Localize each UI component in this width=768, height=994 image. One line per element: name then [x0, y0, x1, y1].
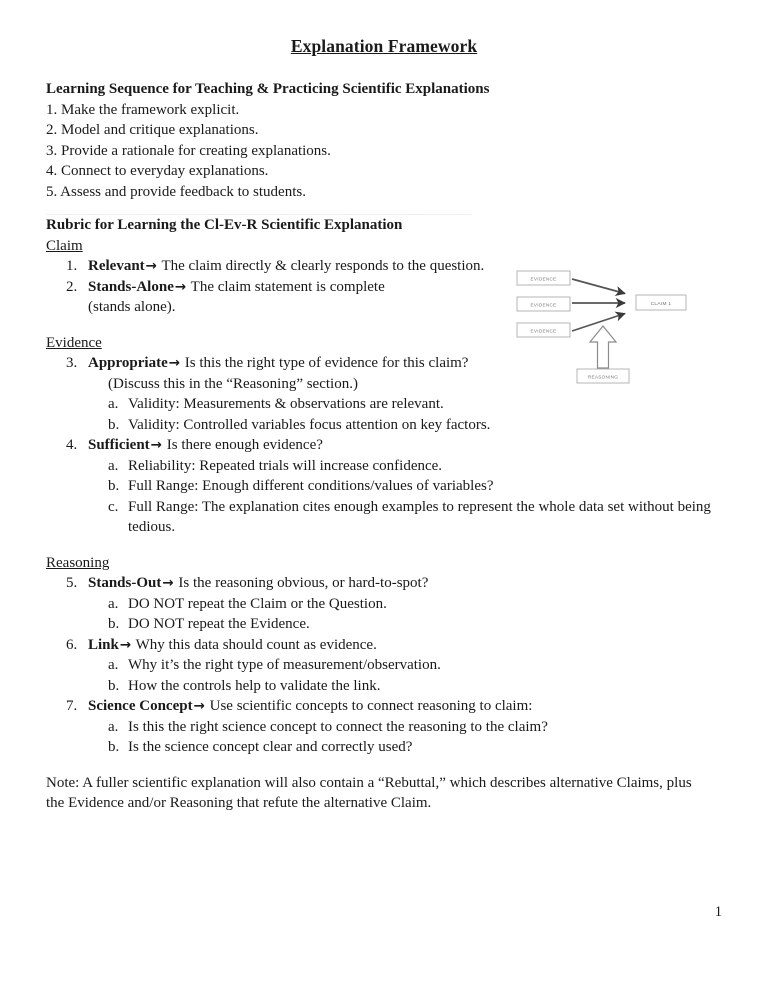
evidence-box-2	[517, 297, 570, 311]
right-arrow-icon: →	[168, 355, 181, 371]
right-arrow-icon: →	[193, 698, 205, 714]
rubric-item-6a-marker: a.	[108, 657, 119, 673]
cl-ev-r-diagram	[514, 264, 714, 392]
rubric-item-7-term: Science Concept	[88, 698, 193, 714]
reasoning-box-label: REASONING	[587, 374, 619, 380]
rubric-item-5a-marker: a.	[108, 595, 119, 612]
evidence-box-2-label: EVIDENCE	[530, 302, 557, 308]
learning-sequence-item-1: 1. Make the framework explicit.	[46, 101, 240, 118]
rubric-item-4b-marker: b.	[108, 478, 120, 494]
rubric-item-3b-marker: b.	[108, 416, 120, 433]
rubric-item-7-marker: 7.	[66, 698, 78, 714]
rubric-item-3b	[46, 415, 722, 436]
right-arrow-icon: →	[119, 636, 132, 653]
rubric-group-reasoning-heading	[46, 553, 722, 574]
rubric-item-6a	[46, 655, 722, 676]
rubric-item-7b-marker: b.	[108, 739, 120, 755]
evidence-box-1-label: EVIDENCE	[530, 276, 557, 282]
claim-box	[636, 295, 686, 310]
evidence-box-3	[517, 323, 570, 337]
rubric-heading: Rubric for Learning the Cl-Ev-R Scientific Explanation	[46, 217, 403, 233]
rubric-item-7	[46, 696, 722, 717]
evidence-3-arrow	[572, 314, 625, 332]
rubric-item-2-term: Stands-Alone	[88, 278, 174, 295]
rubric-item-7a-marker: a.	[108, 718, 119, 735]
rubric-item-7a-text: Is this the right science concept to connect the reasoning to the claim?	[128, 718, 548, 735]
rubric-item-3a	[46, 394, 722, 415]
rubric-item-4-term: Sufficient	[88, 437, 150, 453]
rubric-item-4c	[46, 497, 722, 538]
rubric-item-3-note: (Discuss this in the “Reasoning” section.)	[108, 375, 358, 392]
rubric-item-6-marker: 6.	[66, 636, 78, 653]
rubric-item-2-text: The claim statement is complete (stands alone).	[88, 278, 385, 315]
rubric-item-4-text: Is there enough evidence?	[162, 437, 323, 453]
rubric-item-3-term: Appropriate	[88, 355, 168, 371]
rubric-item-6a-text: Why it’s the right type of measurement/observation.	[128, 657, 441, 673]
rubric-item-1-term: Relevant	[88, 258, 145, 274]
rubric-item-4c-text: Full Range: The explanation cites enough examples to represent the whole data set without being tedious.	[128, 498, 711, 535]
rubric-item-4b	[46, 476, 722, 497]
reasoning-block-arrow-icon	[590, 326, 616, 368]
rubric-item-5b-text: DO NOT repeat the Evidence.	[128, 616, 310, 632]
right-arrow-icon: →	[174, 278, 187, 295]
section-divider: ____________________________________________________________	[46, 202, 473, 215]
learning-sequence-item-5: 5. Assess and provide feedback to students.	[46, 183, 306, 200]
right-arrow-icon: →	[145, 258, 157, 274]
learning-sequence-section	[46, 79, 722, 202]
rubric-item-2-marker: 2.	[66, 278, 78, 295]
rubric-item-5a-text: DO NOT repeat the Claim or the Question.	[128, 595, 387, 612]
rubric-item-7a	[46, 717, 722, 738]
rubric-item-7b-text: Is the science concept clear and correctly used?	[128, 739, 413, 755]
spacer	[46, 538, 722, 553]
rubric-item-1-text: The claim directly & clearly responds to the question.	[157, 258, 485, 274]
rubric-item-6-text: Why this data should count as evidence.	[132, 636, 377, 653]
rubric-item-5b	[46, 614, 722, 635]
rubric-item-6	[46, 635, 722, 656]
rubric-item-4-marker: 4.	[66, 437, 78, 453]
rubric-item-3a-text: Validity: Measurements & observations are relevant.	[128, 396, 444, 412]
rubric-item-7-text: Use scientific concepts to connect reasoning to claim:	[205, 698, 533, 714]
page-number: 1	[714, 904, 722, 920]
rubric-item-4a	[46, 456, 722, 477]
claim-box-label: CLAIM 1	[650, 302, 672, 307]
right-arrow-icon: →	[162, 575, 174, 591]
reasoning-box	[577, 369, 629, 383]
rubric-item-5-marker: 5.	[66, 575, 78, 591]
right-arrow-icon: →	[150, 437, 162, 453]
learning-sequence-heading: Learning Sequence for Teaching & Practicing Scientific Explanations	[46, 81, 490, 97]
rubric-item-3a-marker: a.	[108, 396, 119, 412]
evidence-label: Evidence	[46, 334, 102, 351]
rubric-item-6b-marker: b.	[108, 677, 120, 694]
rubric-item-5-text: Is the reasoning obvious, or hard-to-spot?	[174, 575, 429, 591]
rubric-item-3-marker: 3.	[66, 355, 78, 371]
rubric-item-4	[46, 435, 722, 456]
evidence-box-3-label: EVIDENCE	[530, 328, 557, 334]
learning-sequence-item-2: 2. Model and critique explanations.	[46, 122, 259, 138]
rubric-group-claim-heading	[46, 236, 722, 257]
rubric-item-3-text: Is this the right type of evidence for this claim?	[181, 355, 469, 371]
claim-label: Claim	[46, 237, 83, 254]
closing-note: Note: A fuller scientific explanation will also contain a “Rebuttal,” which describes alternative Claims, plus the Evidence and/or Reasoning that refute the alternative Claim.	[46, 774, 692, 811]
rubric-item-6-term: Link	[88, 636, 119, 653]
learning-sequence-item-4: 4. Connect to everyday explanations.	[46, 163, 269, 179]
rubric-item-4c-marker: c.	[108, 498, 119, 515]
learning-sequence-item-3: 3. Provide a rationale for creating explanations.	[46, 142, 331, 159]
rubric-item-7b	[46, 737, 722, 758]
rubric-item-1-marker: 1.	[66, 258, 78, 274]
reasoning-label: Reasoning	[46, 554, 110, 571]
rubric-item-4a-text: Reliability: Repeated trials will increase confidence.	[128, 457, 443, 474]
rubric-item-5a	[46, 594, 722, 615]
rubric-item-5b-marker: b.	[108, 616, 120, 632]
evidence-box-1	[517, 271, 570, 285]
document-content	[46, 36, 722, 814]
rubric-item-6b	[46, 676, 722, 697]
rubric-item-4a-marker: a.	[108, 457, 119, 474]
rubric-item-4b-text: Full Range: Enough different conditions/values of variables?	[128, 478, 494, 494]
rubric-item-5-term: Stands-Out	[88, 575, 162, 591]
rubric-item-6b-text: How the controls help to validate the link.	[128, 677, 381, 694]
evidence-1-arrow	[572, 279, 625, 294]
rubric-item-3b-text: Validity: Controlled variables focus attention on key factors.	[128, 416, 491, 433]
rubric-item-5	[46, 573, 722, 594]
spacer	[46, 758, 722, 773]
page-title: Explanation Framework	[290, 36, 478, 56]
